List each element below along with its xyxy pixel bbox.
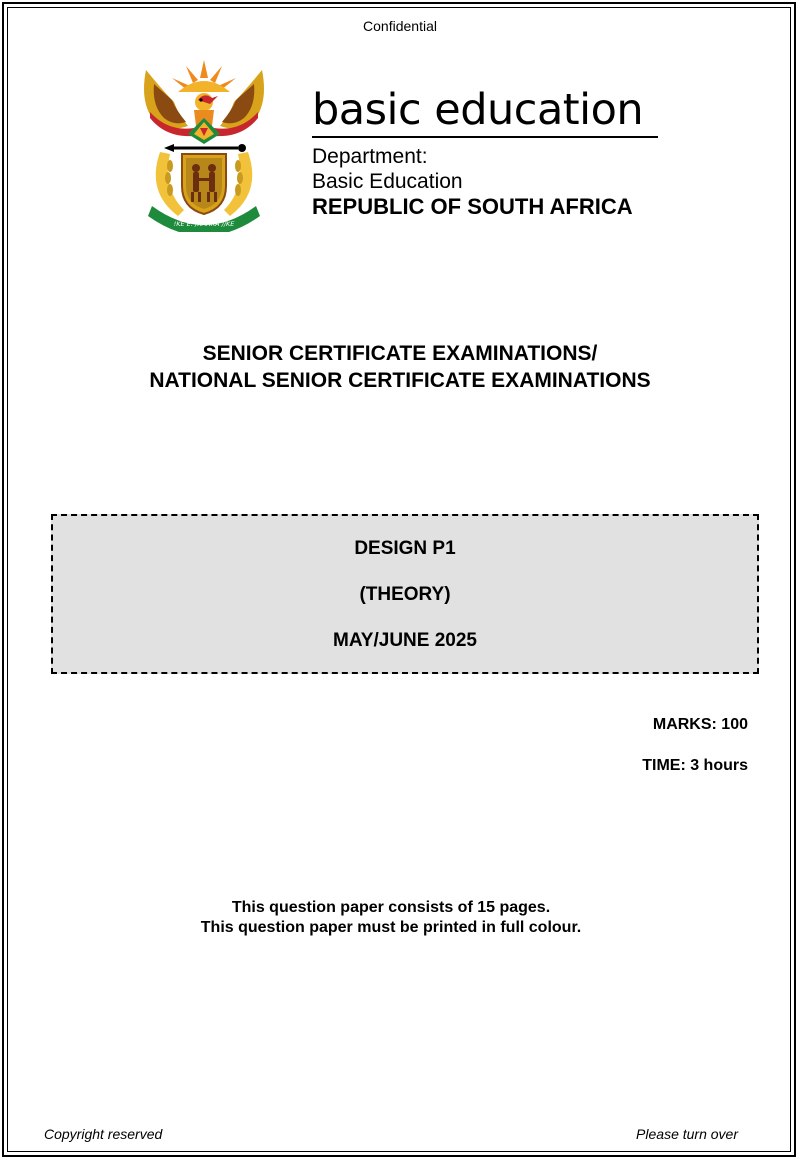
colour-print-note: This question paper must be printed in full colour. — [200, 919, 582, 936]
paper-type: (THEORY) — [359, 584, 451, 605]
classification-label: Confidential — [363, 18, 437, 34]
paper-notes — [0, 898, 782, 938]
page-count-note: This question paper consists of 15 pages. — [231, 899, 551, 916]
coat-of-arms-icon — [138, 56, 270, 232]
time-allowed: TIME: 3 hours — [642, 757, 748, 774]
brand-title: basic education — [312, 85, 644, 135]
exam-title-line2: NATIONAL SENIOR CERTIFICATE EXAMINATIONS — [149, 369, 651, 392]
crest-motto: !KE E: /XARRA //KE — [173, 220, 235, 228]
country-name: REPUBLIC OF SOUTH AFRICA — [312, 194, 633, 219]
copyright-notice: Copyright reserved — [44, 1126, 163, 1142]
exam-title-line1: SENIOR CERTIFICATE EXAMINATIONS/ — [202, 342, 598, 365]
brand-divider — [312, 136, 658, 138]
department-label: Department: — [312, 145, 428, 168]
department-branding — [312, 86, 662, 220]
subject-name: DESIGN P1 — [354, 538, 456, 559]
exam-title — [0, 340, 800, 394]
exam-session: MAY/JUNE 2025 — [333, 630, 477, 651]
department-name: Basic Education — [312, 170, 463, 193]
marks-total: MARKS: 100 — [652, 716, 748, 733]
turn-over-notice: Please turn over — [636, 1126, 738, 1142]
subject-box — [51, 514, 759, 674]
